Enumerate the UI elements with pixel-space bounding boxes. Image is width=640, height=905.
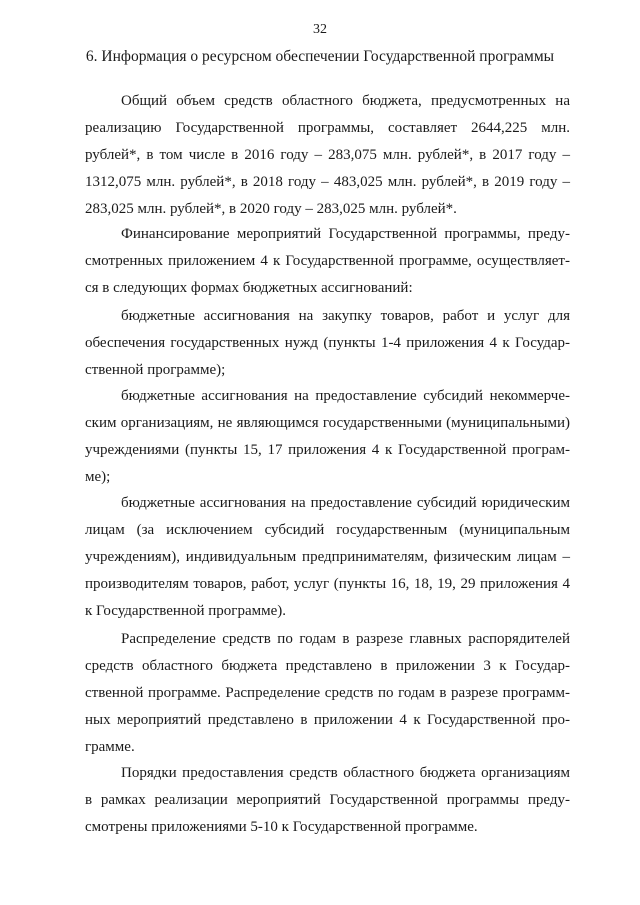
paragraph-provision-procedures: Порядки предоставления средств областного бюджета организациям в рамках реализации мероприятий Государственной программы предусмотрены приложениями 5-10 к Государственной программе. bbox=[85, 765, 570, 836]
paragraph-legal-entity-subsidies: бюджетные ассигнования на предоставление субсидий юридическим лицам (за исключением субсидий государственным (муниципальным учреждениям), индивидуальным предпринимателям, физическим лицам – производителям товаров, работ, услуг (пункты 16, 18, 19, 29 приложения 4 к Государственной программе). bbox=[85, 495, 570, 620]
section-title: 6. Информация о ресурсном обеспечении Государственной программы bbox=[85, 48, 555, 65]
paragraph-distribution-by-years: Распределение средств по годам в разрезе главных распорядителей средств областного бюджета представлено в приложении 3 к Государственной программе. Распределение средств по годам в разрезе программных мероприятий представлено в приложении 4 к Государственной программе. bbox=[85, 631, 570, 756]
page-number: 32 bbox=[313, 22, 327, 37]
paragraph-financing-forms: Финансирование мероприятий Государственной программы, предусмотренных приложением 4 к Государственной программе, осуществляется в следующих формах бюджетных ассигнований: bbox=[85, 226, 570, 297]
paragraph-procurement-allocations: бюджетные ассигнования на закупку товаров, работ и услуг для обеспечения государственных нужд (пункты 1-4 приложения 4 к Государственной программе); bbox=[85, 308, 570, 379]
paragraph-budget-total: Общий объем средств областного бюджета, предусмотренных на реализацию Государственной программы, составляет 2644,225 млн. рублей*, в том числе в 2016 году – 283,075 млн. рублей*, в 2017 году – 1312,075 млн. рублей*, в 2018 году – 483,025 млн. рублей*, в 2019 году – 283,025 млн. рублей*, в 2020 году – 283,025 млн. рублей*. bbox=[85, 93, 570, 218]
paragraph-nonprofit-subsidies: бюджетные ассигнования на предоставление субсидий некоммерческим организациям, не являющимся государственными (муниципальными) учреждениями (пункты 15, 17 приложения 4 к Государственной программе); bbox=[85, 388, 570, 486]
